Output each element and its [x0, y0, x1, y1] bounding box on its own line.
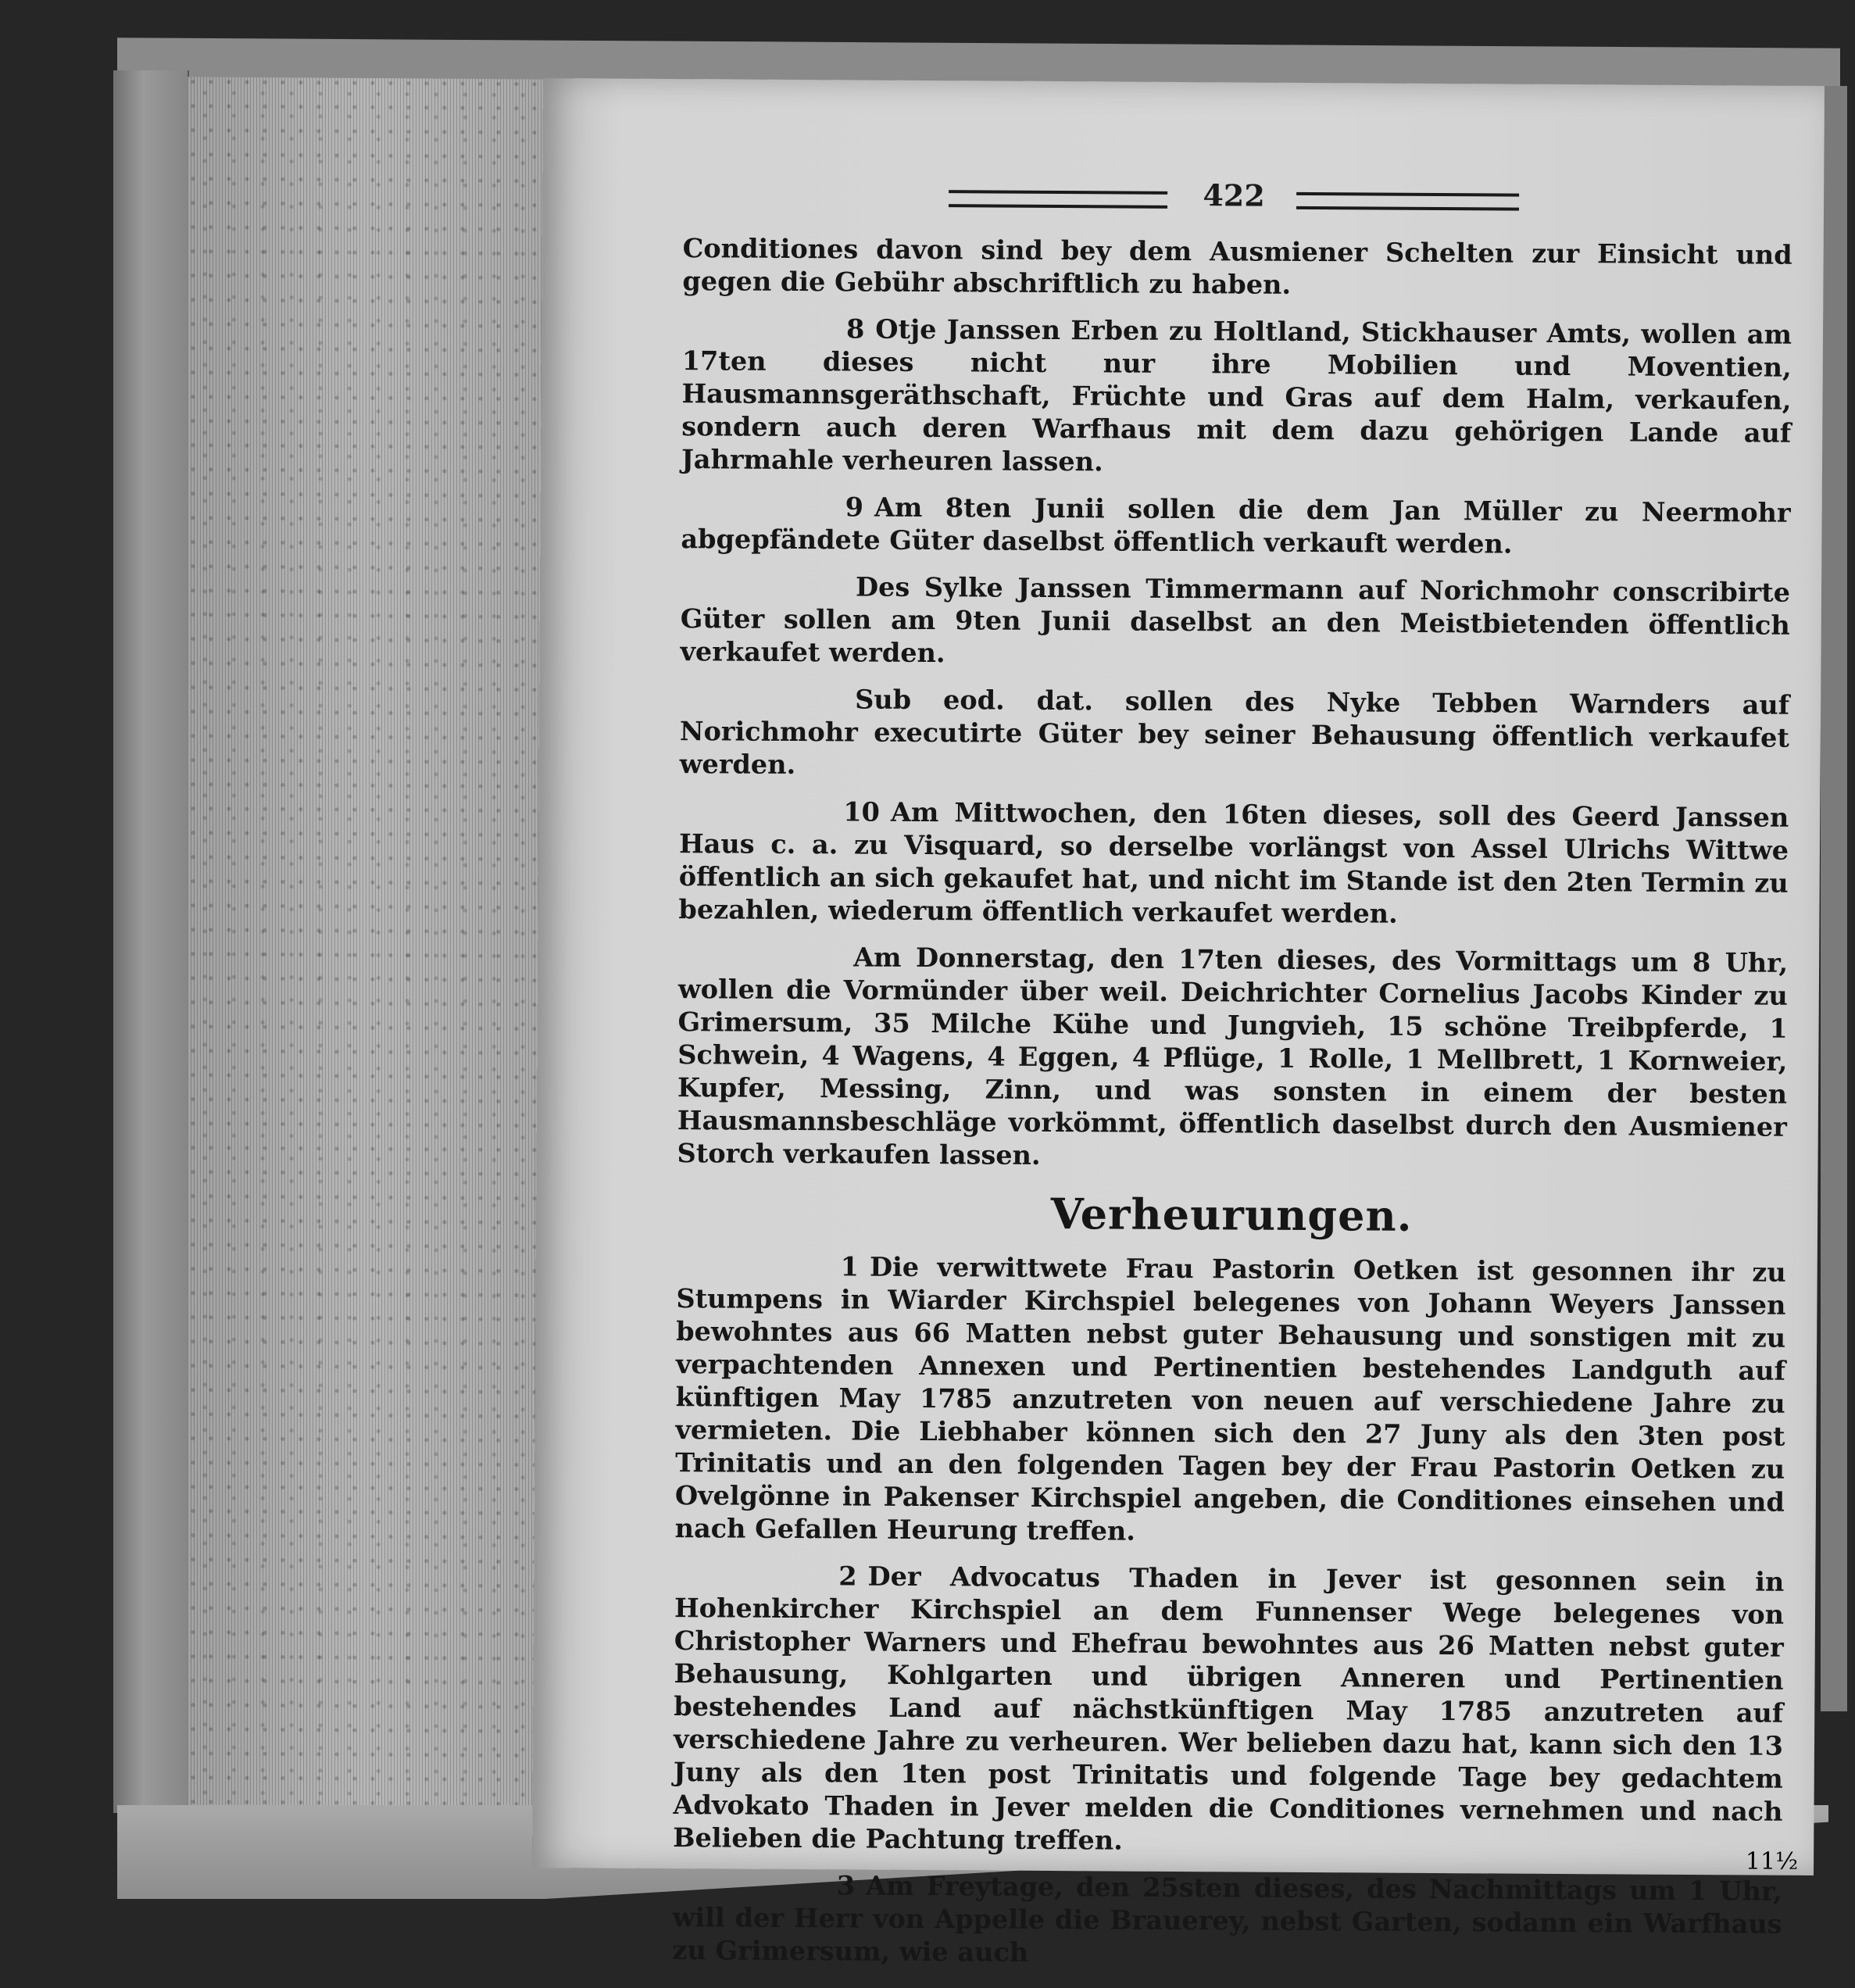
- item-text: Am Donnerstag, den 17ten dieses, des Vormittags um 8 Uhr, wollen die Vormünder über weil. Deichrichter Cornelius Jacobs Kinder zu Grimersum, 35 Milche Kühe und Jungvieh, 15 schöne Treibpferde, 1 Schwein, 4 Wagens, 4 Eggen, 4 Pflüge, 1 Rolle, 1 Mellbrett, 1 Kornweier, Kupfer, Messing, Zinn, und was sonsten in einem der besten Hausmannsbeschläge vorkömmt, öffentlich daselbst durch den Ausmiener Storch verkaufen lassen.: [677, 942, 1788, 1170]
- item-text: Des Sylke Janssen Timmermann auf Norichmohr conscribirte Güter sollen am 9ten Junii daselbst an den Meistbietenden öffentlich verkaufet werden.: [680, 571, 1790, 668]
- item-number: 3: [837, 1870, 856, 1900]
- section-heading: Verheurungen.: [677, 1184, 1786, 1246]
- page-block-edge: [188, 77, 543, 1896]
- book-cover-right: [1821, 86, 1847, 1711]
- header-rule-right: [1296, 192, 1519, 211]
- rental-item-paragraph: [672, 1868, 1782, 1974]
- item-number: 9: [845, 492, 864, 522]
- signature-mark: 11½: [1746, 1847, 1798, 1875]
- item-number: 10: [843, 796, 880, 827]
- item-text: Am Freytage, den 25sten dieses, des Nachmittags um 1 Uhr, will der Herr von Appelle die Brauerey, nebst Garten, sodann ein Warfhaus zu Grimersum, wie auch: [672, 1871, 1782, 1968]
- item-paragraph: [680, 682, 1790, 788]
- item-paragraph: [680, 570, 1790, 675]
- book-page: [532, 78, 1825, 1875]
- item-paragraph: [681, 490, 1790, 563]
- item-text: Am Mittwochen, den 16ten dieses, soll des Geerd Janssen Haus c. a. zu Visquard, so derselbe vorlängst von Assel Ulrichs Wittwe öffentlich an sich gekaufet hat, und nicht im Stande ist den 2ten Termin zu bezahlen, wiederum öffentlich verkaufet werden.: [678, 797, 1789, 929]
- page-number: 422: [1187, 177, 1281, 213]
- page-header: [949, 181, 1519, 215]
- item-text: Am 8ten Junii sollen die dem Jan Müller zu Neermohr abgepfändete Güter daselbst öffentlich verkauft werden.: [681, 492, 1790, 560]
- item-number: 2: [838, 1561, 857, 1591]
- page-body: [672, 232, 1792, 1988]
- rental-item-paragraph: [675, 1250, 1786, 1552]
- item-text: Der Advocatus Thaden in Jever ist gesonnen sein in Hohenkircher Kirchspiel an dem Funnenser Wege belegenes von Christopher Warners und Ehefrau bewohntes aus 26 Matten nebst guter Behausung, Kohlgarten und übrigen Anneren und Pertinentien bestehendes Land auf nächstkünftigen May 1785 anzutreten auf verschiedene Jahre zu verheuren. Wer belieben dazu hat, kann sich den 13 Juny als den 1ten post Trinitatis und folgende Tage bey gedachtem Advokato Thaden in Jever melden die Conditiones vernehmen und nach Belieben die Pachtung treffen.: [673, 1561, 1784, 1856]
- item-text: Sub eod. dat. sollen des Nyke Tebben Warnders auf Norichmohr executirte Güter bey seiner Behausung öffentlich verkaufet werden.: [680, 684, 1790, 780]
- item-paragraph: [678, 795, 1789, 933]
- item-paragraph: [681, 312, 1792, 483]
- item-text: Otje Janssen Erben zu Holtland, Stickhauser Amts, wollen am 17ten dieses nicht nur ihre Mobilien und Moventien, Hausmannsgeräthschaft, Früchte und Gras auf dem Halm, verkaufen, sondern auch deren Warfhaus mit dem dazu gehörigen Lande auf Jahrmahle verheuren lassen.: [681, 314, 1792, 477]
- item-text: Die verwittwete Frau Pastorin Oetken ist gesonnen ihr zu Stumpens in Wiarder Kirchspiel belegenes von Johann Weyers Janssen bewohntes aus 66 Matten nebst guter Behausung und sonstigen mit zu verpachtenden Annexen und Pertinentien bestehendes Landguth auf künftigen May 1785 anzutreten von neuen auf verschiedene Jahre zu vermieten. Die Liebhaber können sich den 27 Juny als den 3ten post Trinitatis und an den folgenden Tagen bey der Frau Pastorin Oetken zu Ovelgönne in Pakenser Kirchspiel angeben, die Conditiones einsehen und nach Gefallen Heurung treffen.: [675, 1252, 1786, 1546]
- header-rule-left: [949, 190, 1167, 209]
- item-number: 1: [841, 1251, 860, 1282]
- book-spine: [113, 70, 189, 1813]
- continuation-paragraph: Conditiones davon sind bey dem Ausmiener Schelten zur Einsicht und gegen die Gebühr abschriftlich zu haben.: [682, 232, 1792, 305]
- item-number: 8: [846, 313, 865, 344]
- rental-item-paragraph: [673, 1559, 1784, 1861]
- item-paragraph: [677, 940, 1788, 1177]
